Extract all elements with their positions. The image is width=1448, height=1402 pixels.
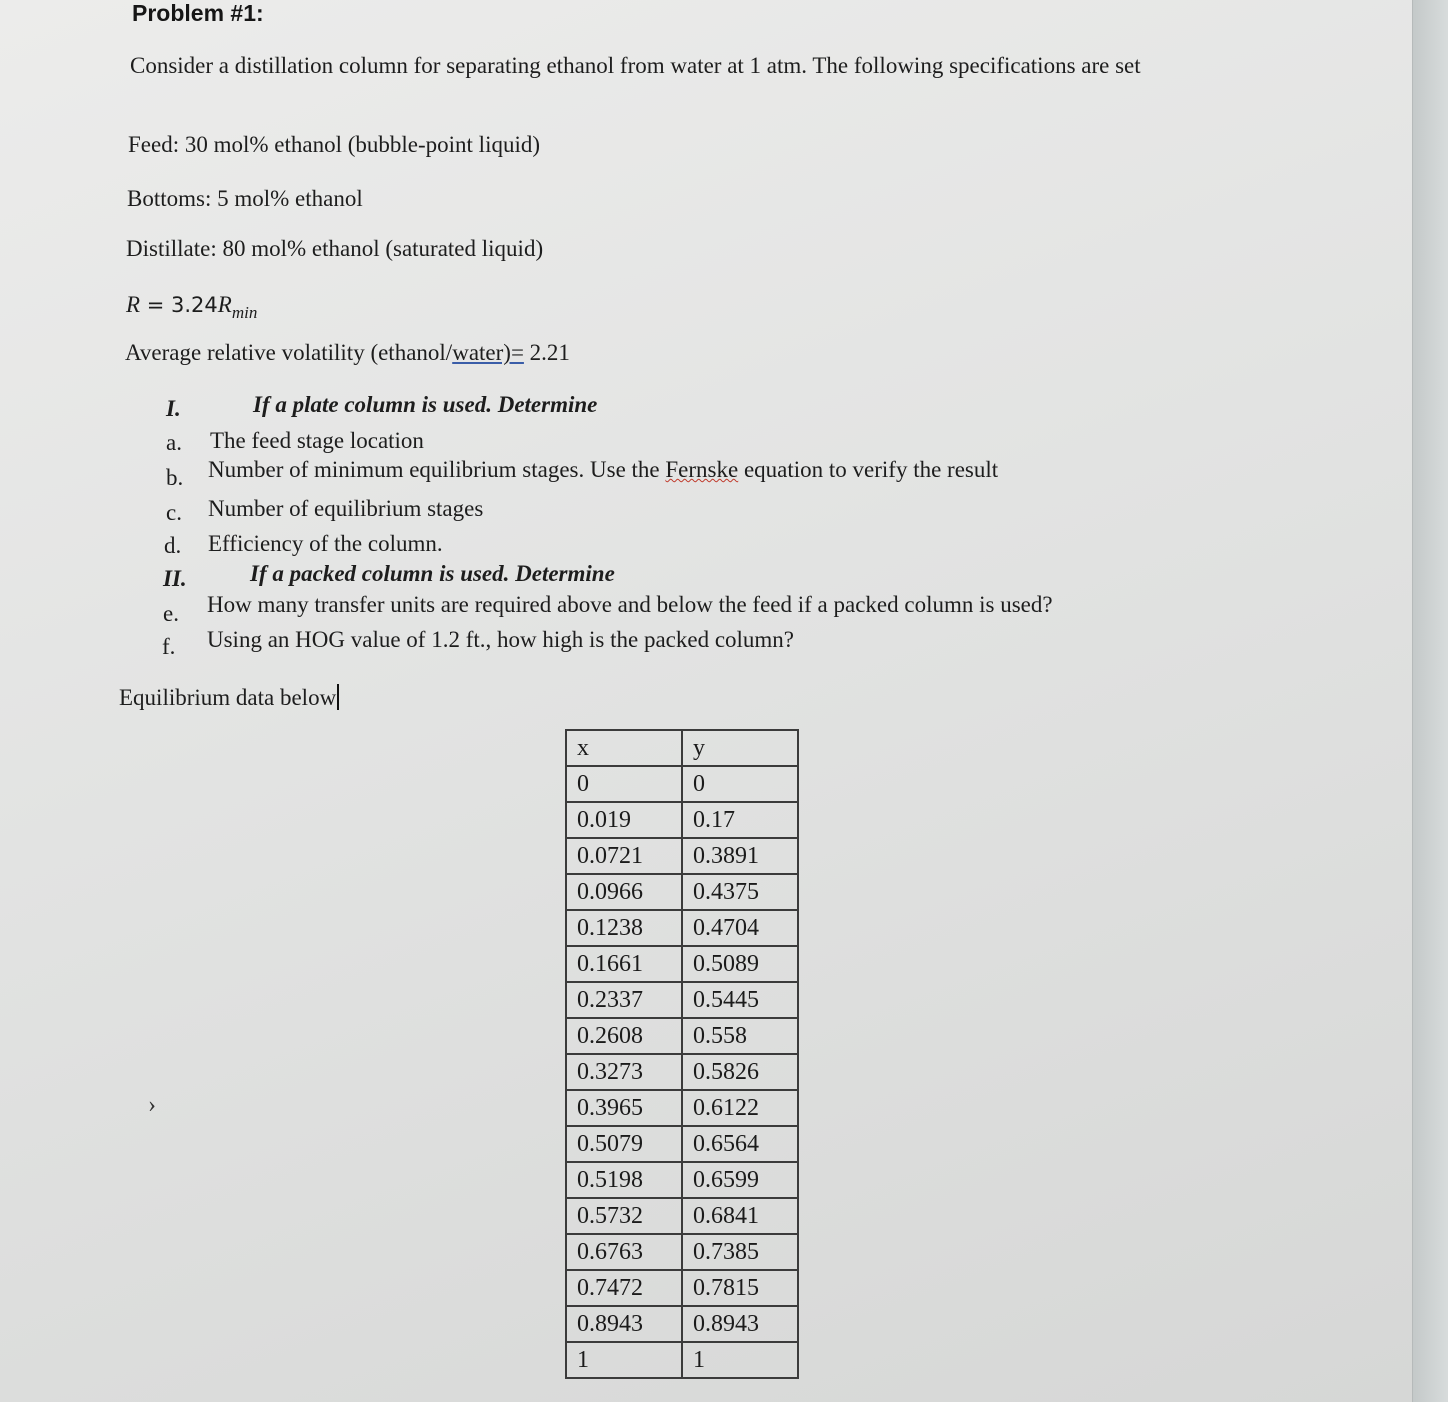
- equilibrium-label[interactable]: [119, 684, 339, 711]
- spellcheck-flagged-word: Fernske: [665, 457, 739, 482]
- table-row: [566, 1018, 798, 1054]
- item-d-letter: d.: [164, 533, 182, 558]
- column-header-y: y: [682, 730, 798, 766]
- item-f-text: Using an HOG value of 1.2 ft., how high is the packed column?: [207, 627, 795, 652]
- cell-x: 0.5732: [566, 1198, 682, 1234]
- problem-heading: Problem #1:: [132, 0, 264, 26]
- cell-y: 0.6122: [682, 1090, 798, 1126]
- table-row: [566, 1162, 798, 1198]
- item-b-letter: b.: [166, 465, 184, 490]
- volatility-spec: [125, 340, 570, 366]
- part1-title: If a plate column is used. Determine: [253, 392, 598, 417]
- table-row: [566, 1054, 798, 1090]
- part2-numeral: II.: [163, 566, 187, 591]
- bottoms-spec: Bottoms: 5 mol% ethanol: [127, 186, 363, 211]
- distillate-spec: Distillate: 80 mol% ethanol (saturated liquid): [126, 236, 544, 261]
- problem-intro: Consider a distillation column for separating ethanol from water at 1 atm. The following specifications are set: [130, 53, 1141, 78]
- cell-x: 0: [566, 766, 682, 802]
- cell-y: 1: [682, 1342, 798, 1378]
- table-row: [566, 1270, 798, 1306]
- part2-title: If a packed column is used. Determine: [250, 561, 615, 586]
- cell-x: 0.3273: [566, 1054, 682, 1090]
- volatility-prefix: Average relative volatility (ethanol/: [125, 340, 453, 365]
- cell-y: 0.17: [682, 802, 798, 838]
- part1-numeral: I.: [166, 396, 181, 421]
- cell-y: 0.4704: [682, 910, 798, 946]
- cell-y: 0.6841: [682, 1198, 798, 1234]
- item-e-letter: e.: [163, 601, 179, 626]
- table-row: [566, 838, 798, 874]
- background-edge: [1412, 0, 1448, 1402]
- cell-y: 0.7385: [682, 1234, 798, 1270]
- cell-y: 0.5089: [682, 946, 798, 982]
- item-c-text: Number of equilibrium stages: [208, 496, 484, 521]
- item-a-letter: a.: [166, 430, 182, 455]
- cell-y: 0.7815: [682, 1270, 798, 1306]
- volatility-underlined: water)=: [452, 340, 524, 365]
- equilibrium-label-text: Equilibrium data below: [119, 685, 337, 710]
- cell-y: 0.3891: [682, 838, 798, 874]
- reflux-spec: [126, 292, 257, 323]
- cell-x: 0.8943: [566, 1306, 682, 1342]
- item-e-text: How many transfer units are required above and below the feed if a packed column is used?: [207, 592, 1053, 617]
- reflux-symbol: R: [126, 292, 141, 317]
- cell-y: 0.5826: [682, 1054, 798, 1090]
- cell-x: 0.3965: [566, 1090, 682, 1126]
- table-row: [566, 946, 798, 982]
- table-row: [566, 1234, 798, 1270]
- cell-y: 0.4375: [682, 874, 798, 910]
- table-row: [566, 910, 798, 946]
- cell-x: 0.0966: [566, 874, 682, 910]
- cell-x: 0.6763: [566, 1234, 682, 1270]
- item-b-text: [208, 457, 998, 483]
- table-row: [566, 1090, 798, 1126]
- table-row: [566, 1342, 798, 1378]
- cell-y: 0: [682, 766, 798, 802]
- item-d-text: Efficiency of the column.: [208, 531, 443, 556]
- reflux-equals: = 3.24: [140, 293, 218, 317]
- item-a-text: The feed stage location: [210, 428, 424, 453]
- volatility-value: 2.21: [523, 340, 570, 365]
- equilibrium-data-table: [565, 729, 799, 1379]
- table-row: [566, 766, 798, 802]
- cell-x: 0.019: [566, 802, 682, 838]
- cell-y: 0.8943: [682, 1306, 798, 1342]
- cell-y: 0.5445: [682, 982, 798, 1018]
- table-header-row: [566, 730, 798, 766]
- feed-spec: Feed: 30 mol% ethanol (bubble-point liquid): [128, 132, 541, 157]
- cell-x: 0.5079: [566, 1126, 682, 1162]
- table-row: [566, 982, 798, 1018]
- table-row: [566, 1126, 798, 1162]
- stray-mark: ›: [148, 1092, 156, 1118]
- reflux-min-subscript: min: [231, 303, 258, 322]
- cell-x: 0.7472: [566, 1270, 682, 1306]
- reflux-min-symbol: R: [217, 292, 232, 317]
- item-b-text-before: Number of minimum equilibrium stages. Use the: [208, 457, 666, 482]
- cell-y: 0.6599: [682, 1162, 798, 1198]
- cell-x: 0.1661: [566, 946, 682, 982]
- table-row: [566, 1306, 798, 1342]
- cell-x: 0.2608: [566, 1018, 682, 1054]
- cell-x: 0.1238: [566, 910, 682, 946]
- table-row: [566, 802, 798, 838]
- cell-x: 0.2337: [566, 982, 682, 1018]
- item-c-letter: c.: [166, 500, 182, 525]
- table-row: [566, 1198, 798, 1234]
- column-header-x: x: [566, 730, 682, 766]
- cell-y: 0.558: [682, 1018, 798, 1054]
- item-f-letter: f.: [162, 634, 176, 659]
- item-b-text-after: equation to verify the result: [738, 457, 999, 482]
- cell-x: 0.5198: [566, 1162, 682, 1198]
- text-cursor: [337, 684, 339, 710]
- cell-x: 1: [566, 1342, 682, 1378]
- cell-y: 0.6564: [682, 1126, 798, 1162]
- table-row: [566, 874, 798, 910]
- cell-x: 0.0721: [566, 838, 682, 874]
